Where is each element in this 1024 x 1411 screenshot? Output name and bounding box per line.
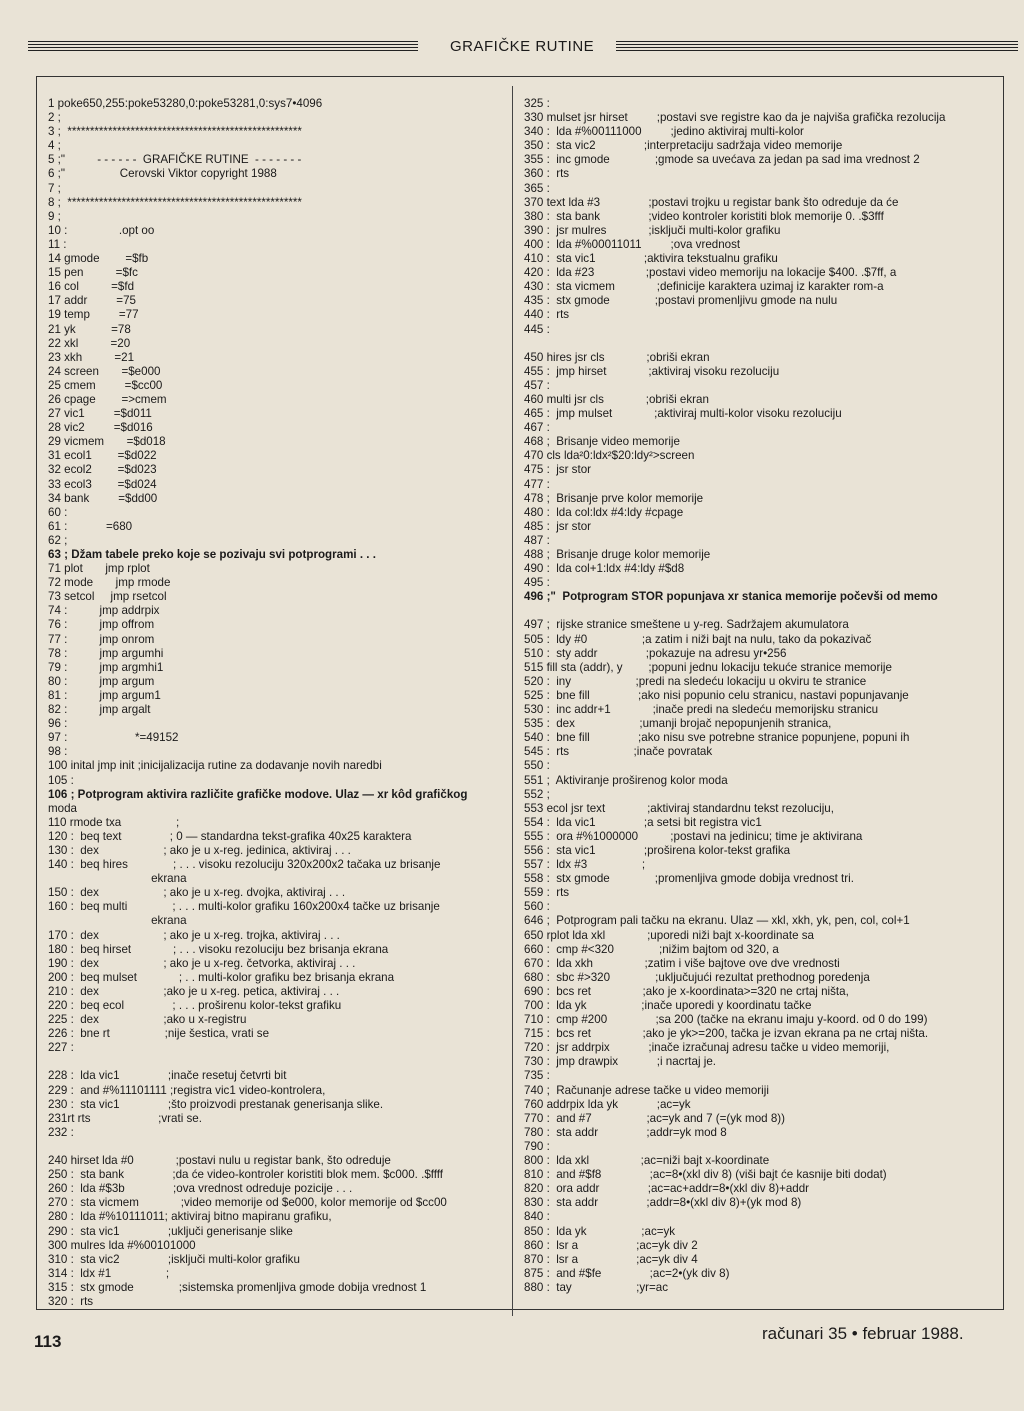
code-line: 220 : beq ecol ; . . . proširenu kolor-tekst grafiku: [48, 999, 342, 1012]
code-line: 74 : jmp addrpix: [48, 604, 160, 618]
code-line: 496 ;" Potprogram STOR popunjava xr stanica memorije počevši od memo: [524, 590, 938, 604]
code-line: 552 ;: [524, 787, 550, 801]
code-line: 550 :: [524, 759, 550, 773]
code-line: 63 ; Džam tabele preko koje se pozivaju svi potprogrami . . .: [48, 548, 376, 561]
code-line: 790 :: [524, 1139, 550, 1153]
code-line: 800 : lda xkl ;ac=niži bajt x-koordinate: [524, 1154, 770, 1168]
code-line: 315 : stx gmode ;sistemska promenljiva gmode dobija vrednost 1: [48, 1280, 427, 1294]
code-line: 840 :: [524, 1210, 550, 1224]
code-line: 230 : sta vic1 ;što proizvodi prestanak generisanja slike.: [48, 1097, 384, 1111]
code-line: 140 : beq hires ; . . . visoku rezoluciju 320x200x2 tačaka uz brisanje: [48, 858, 441, 872]
code-line: 457 :: [524, 378, 550, 392]
code-line: 810 : and #$f8 ;ac=8•(xkl div 8) (viši bajt će kasnije biti dodat): [524, 1168, 887, 1182]
listing-right-column: [524, 97, 994, 1295]
code-line: 34 bank =$dd00: [48, 491, 158, 505]
code-line: 735 :: [524, 1069, 550, 1083]
code-line: 525 : bne fill ;ako nisi popunio celu stranicu, nastavi popunjavanje: [524, 688, 909, 702]
code-line: 340 : lda #%00111000 ;jedino aktiviraj multi-kolor: [524, 125, 804, 139]
code-line: 32 ecol2 =$d023: [48, 463, 157, 477]
code-line: 820 : ora addr ;ac=ac+addr=8•(xkl div 8)+addr: [524, 1182, 810, 1196]
code-line: 680 : sbc #>320 ;uključujući rezultat prethodnog poredenja: [524, 970, 870, 984]
code-line: 6 ;" Cerovski Viktor copyright 1988: [48, 167, 277, 181]
code-line: 485 : jsr stor: [524, 519, 592, 533]
code-line: 478 ; Brisanje prve kolor memorije: [524, 491, 704, 505]
code-line: 350 : sta vic2 ;interpretaciju sadržaja video memorije: [524, 139, 843, 153]
code-line: 270 : sta vicmem ;video memorije od $e000, kolor memorije od $cc00: [48, 1196, 447, 1210]
magazine-issue: računari 35 • februar 1988.: [762, 1324, 964, 1343]
code-line: 720 : jsr addrpix ;inače izračunaj adresu tačke u video memoriji,: [524, 1041, 890, 1055]
code-line: 650 rplot lda xkl ;uporedi niži bajt x-koordinate sa: [524, 928, 814, 942]
code-line: 97 : *=49152: [48, 731, 179, 745]
code-line: 553 ecol jsr text ;aktiviraj standardnu tekst rezoluciju,: [524, 801, 834, 815]
code-line: 556 : sta vic1 ;proširena kolor-tekst grafika: [524, 843, 791, 857]
code-line: 7 ;: [48, 181, 61, 195]
code-line: 830 : sta addr ;addr=8•(xkl div 8)+(yk mod 8): [524, 1196, 802, 1210]
code-line: 110 rmode txa ;: [48, 815, 180, 829]
code-line: [524, 337, 994, 351]
code-line: 10 : .opt oo: [48, 223, 155, 237]
code-line: 120 : beq text ; 0 — standardna tekst-grafika 40x25 karaktera: [48, 829, 412, 843]
code-line: 710 : cmp #200 ;sa 200 (tačke na ekranu imaju y-koord. od 0 do 199): [524, 1013, 928, 1027]
code-line: 280 : lda #%10111011; aktiviraj bitno mapiranu grafiku,: [48, 1210, 332, 1224]
code-line: 557 : ldx #3 ;: [524, 858, 646, 872]
header-rule-right: [616, 41, 1018, 53]
code-line: 559 : rts: [524, 886, 570, 900]
code-line: 875 : and #$fe ;ac=2•(yk div 8): [524, 1266, 730, 1280]
page-title: GRAFIČKE RUTINE: [450, 38, 595, 55]
code-line: 11 :: [48, 237, 67, 251]
code-line: 510 : sty addr ;pokazuje na adresu yr•256: [524, 646, 787, 660]
code-line: 530 : inc addr+1 ;inače predi na sledeću memorijsku stranicu: [524, 703, 879, 717]
code-line: moda: [48, 801, 78, 815]
code-line: 380 : sta bank ;video kontroler koristiti blok memorije 0. .$3fff: [524, 209, 884, 223]
code-line: 360 : rts: [524, 167, 570, 181]
code-line: 715 : bcs ret ;ako je yk>=200, tačka je izvan ekrana pa ne crtaj ništa.: [524, 1027, 929, 1041]
code-line: 19 temp =77: [48, 308, 139, 322]
code-line: 15 pen =$fc: [48, 266, 138, 280]
code-line: 370 text lda #3 ;postavi trojku u registar bank što odreduje da će: [524, 195, 899, 209]
code-line: 105 :: [48, 773, 74, 787]
code-line: 410 : sta vic1 ;aktivira tekstualnu grafiku: [524, 252, 778, 266]
code-line: 480 : lda col:ldx #4:ldy #cpage: [524, 505, 684, 519]
code-line: 25 cmem =$cc00: [48, 378, 163, 392]
code-line: 540 : bne fill ;ako nisu sve potrebne stranice popunjene, popuni ih: [524, 731, 910, 745]
code-line: 445 :: [524, 322, 550, 336]
code-line: 16 col =$fd: [48, 280, 135, 294]
code-line: ekrana: [48, 872, 187, 886]
code-line: 2 ;: [48, 111, 61, 125]
column-divider: [512, 86, 513, 1316]
code-line: 467 :: [524, 421, 550, 435]
code-line: 355 : inc gmode ;gmode sa uvećava za jedan pa sad ima vrednost 2: [524, 153, 920, 167]
code-line: 465 : jmp mulset ;aktiviraj multi-kolor visoku rezoluciju: [524, 407, 842, 421]
code-line: 77 : jmp onrom: [48, 632, 155, 646]
code-line: 740 ; Računanje adrese tačke u video memoriji: [524, 1083, 769, 1097]
code-line: 226 : bne rt ;nije šestica, vrati se: [48, 1027, 270, 1041]
code-line: 33 ecol3 =$d024: [48, 477, 157, 491]
code-line: 231rt rts ;vrati se.: [48, 1111, 202, 1125]
code-line: 700 : lda yk ;inače uporedi y koordinatu tačke: [524, 999, 812, 1012]
code-line: 73 setcol jmp rsetcol: [48, 590, 167, 604]
code-line: 5 ;" - - - - - - GRAFIČKE RUTINE - - - - - - -: [48, 153, 302, 167]
code-line: 28 vic2 =$d016: [48, 421, 153, 435]
code-line: 554 : lda vic1 ;a setsi bit registra vic1: [524, 815, 762, 829]
page-number: 113: [34, 1332, 62, 1351]
code-line: 98 :: [48, 745, 68, 759]
header-rule-left: [28, 41, 418, 53]
code-line: 106 ; Potprogram aktivira različite grafičke modove. Ulaz — xr kôd grafičkog: [48, 787, 468, 801]
code-line: 365 :: [524, 181, 550, 195]
code-line: 760 addrpix lda yk ;ac=yk: [524, 1097, 691, 1111]
code-line: 82 : jmp argalt: [48, 703, 151, 717]
code-line: 330 mulset jsr hirset ;postavi sve registre kao da je najviša grafička rezolucija: [524, 111, 946, 125]
code-line: 780 : sta addr ;addr=yk mod 8: [524, 1125, 727, 1139]
code-line: 27 vic1 =$d011: [48, 407, 152, 421]
listing-left-column: [48, 97, 508, 1309]
code-line: 470 cls lda²0:ldx²$20:ldy²>screen: [524, 449, 695, 463]
code-line: 515 fill sta (addr), y ;popuni jednu lokaciju tekuće stranice memorije: [524, 660, 892, 674]
code-line: 490 : lda col+1:ldx #4:ldy #$d8: [524, 562, 685, 576]
code-line: 3 ; ****************************************************: [48, 125, 302, 139]
code-line: 730 : jmp drawpix ;i nacrtaj je.: [524, 1055, 717, 1069]
code-line: 660 : cmp #<320 ;nižim bajtom od 320, a: [524, 942, 779, 956]
code-line: 26 cpage =>cmem: [48, 392, 167, 406]
code-line: 430 : sta vicmem ;definicije karaktera uzimaj iz karakter rom-a: [524, 280, 884, 294]
code-line: 240 hirset lda #0 ;postavi nulu u registar bank, što odreduje: [48, 1154, 391, 1168]
code-line: 535 : dex ;umanji brojač nepopunjenih stranica,: [524, 717, 832, 731]
code-line: 4 ;: [48, 139, 61, 153]
code-line: 551 ; Aktiviranje proširenog kolor moda: [524, 773, 728, 787]
code-line: 210 : dex ;ako je u x-reg. petica, aktiviraj . . .: [48, 984, 340, 998]
code-line: 455 : jmp hirset ;aktiviraj visoku rezoluciju: [524, 364, 780, 378]
code-line: 9 ;: [48, 209, 61, 223]
code-line: 545 : rts ;inače povratak: [524, 745, 713, 759]
code-line: 390 : jsr mulres ;isključi multi-kolor grafiku: [524, 223, 781, 237]
code-line: 300 mulres lda #%00101000: [48, 1238, 196, 1252]
code-line: 310 : sta vic2 ;isključi multi-kolor grafiku: [48, 1252, 300, 1266]
code-line: 870 : lsr a ;ac=yk div 4: [524, 1252, 698, 1266]
code-line: 14 gmode =$fb: [48, 252, 149, 266]
code-line: 61 : =680: [48, 519, 133, 533]
code-line: 71 plot jmp rplot: [48, 562, 150, 576]
code-line: [48, 1140, 508, 1154]
code-line: 450 hires jsr cls ;obriši ekran: [524, 350, 710, 364]
code-line: 81 : jmp argum1: [48, 688, 161, 702]
code-line: 80 : jmp argum: [48, 674, 155, 688]
code-line: 8 ; ****************************************************: [48, 195, 302, 209]
code-line: ekrana: [48, 914, 187, 928]
code-line: 670 : lda xkh ;zatim i više bajtove ove dve vrednosti: [524, 956, 840, 970]
code-line: 150 : dex ; ako je u x-reg. dvojka, aktiviraj . . .: [48, 886, 346, 900]
code-line: 555 : ora #%1000000 ;postavi na jedinicu; time je aktivirana: [524, 829, 863, 843]
code-line: 23 xkh =21: [48, 350, 135, 364]
code-line: 228 : lda vic1 ;inače resetuj četvrti bit: [48, 1069, 287, 1083]
code-line: 770 : and #7 ;ac=yk and 7 (=(yk mod 8)): [524, 1111, 785, 1125]
code-line: [48, 1055, 508, 1069]
code-line: 320 : rts: [48, 1294, 94, 1308]
code-line: 420 : lda #23 ;postavi video memoriju na lokacije $400. .$7ff, a: [524, 266, 897, 280]
code-line: 170 : dex ; ako je u x-reg. trojka, aktiviraj . . .: [48, 928, 340, 942]
code-line: 505 : ldy #0 ;a zatim i niži bajt na nulu, tako da pokazivač: [524, 632, 872, 646]
code-line: 558 : stx gmode ;promenljiva gmode dobija vrednost tri.: [524, 872, 854, 886]
code-line: 460 multi jsr cls ;obriši ekran: [524, 392, 709, 406]
code-line: 440 : rts: [524, 308, 570, 322]
code-line: 488 ; Brisanje druge kolor memorije: [524, 548, 711, 561]
header-bar: [28, 38, 1018, 56]
code-line: 560 :: [524, 900, 550, 914]
code-line: [524, 604, 994, 618]
code-line: 79 : jmp argmhi1: [48, 660, 164, 674]
code-line: 314 : ldx #1 ;: [48, 1266, 170, 1280]
code-line: 60 :: [48, 505, 68, 519]
code-line: 290 : sta vic1 ;uključi generisanje slike: [48, 1224, 293, 1238]
code-line: 17 addr =75: [48, 294, 136, 308]
code-line: 495 :: [524, 576, 550, 590]
code-line: 646 ; Potprogram pali tačku na ekranu. Ulaz — xkl, xkh, yk, pen, col, col+1: [524, 914, 910, 928]
code-line: 860 : lsr a ;ac=yk div 2: [524, 1238, 698, 1252]
code-line: 31 ecol1 =$d022: [48, 449, 157, 463]
code-line: 229 : and #%11101111 ;registra vic1 video-kontrolera,: [48, 1083, 326, 1097]
code-line: 690 : bcs ret ;ako je x-koordinata>=320 ne crtaj ništa,: [524, 984, 849, 998]
code-line: 325 :: [524, 97, 550, 110]
code-line: 400 : lda #%00011011 ;ova vrednost: [524, 237, 741, 251]
code-line: 435 : stx gmode ;postavi promenljivu gmode na nulu: [524, 294, 838, 308]
code-line: 76 : jmp offrom: [48, 618, 155, 632]
code-line: 29 vicmem =$d018: [48, 435, 166, 449]
code-line: 497 ; rijske stranice smeštene u y-reg. Sadržajem akumulatora: [524, 618, 849, 632]
code-line: 130 : dex ; ako je u x-reg. jedinica, aktiviraj . . .: [48, 843, 351, 857]
code-line: 232 :: [48, 1125, 74, 1139]
code-line: 477 :: [524, 477, 550, 491]
code-line: 21 yk =78: [48, 322, 131, 336]
code-line: 160 : beq multi ; . . . multi-kolor grafiku 160x200x4 tačke uz brisanje: [48, 900, 440, 914]
code-line: 850 : lda yk ;ac=yk: [524, 1224, 676, 1238]
code-line: 1 poke650,255:poke53280,0:poke53281,0:sys7•4096: [48, 97, 323, 110]
code-line: 225 : dex ;ako u x-registru: [48, 1013, 247, 1027]
code-line: 520 : iny ;predi na sledeću lokaciju u okviru te stranice: [524, 674, 867, 688]
code-line: 487 :: [524, 533, 550, 547]
code-line: 475 : jsr stor: [524, 463, 592, 477]
code-line: 22 xkl =20: [48, 336, 131, 350]
code-line: 200 : beq mulset ; . . multi-kolor grafiku bez brisanja ekrana: [48, 970, 395, 984]
code-line: 24 screen =$e000: [48, 364, 161, 378]
code-line: 880 : tay ;yr=ac: [524, 1280, 669, 1294]
code-line: 78 : jmp argumhi: [48, 646, 164, 660]
code-line: 180 : beq hirset ; . . . visoku rezoluciju bez brisanja ekrana: [48, 942, 389, 956]
code-line: 62 ;: [48, 533, 68, 547]
code-line: 100 inital jmp init ;inicijalizacija rutine za dodavanje novih naredbi: [48, 759, 382, 773]
code-line: 250 : sta bank ;da će video-kontroler koristiti blok mem. $c000. .$ffff: [48, 1168, 444, 1182]
code-line: 96 :: [48, 717, 68, 731]
code-line: 72 mode jmp rmode: [48, 576, 171, 590]
code-line: 227 :: [48, 1041, 74, 1055]
code-line: 260 : lda #$3b ;ova vrednost odreduje pozicije . . .: [48, 1182, 353, 1196]
code-line: 468 ; Brisanje video memorije: [524, 435, 680, 449]
code-line: 190 : dex ; ako je u x-reg. četvorka, aktiviraj . . .: [48, 956, 356, 970]
